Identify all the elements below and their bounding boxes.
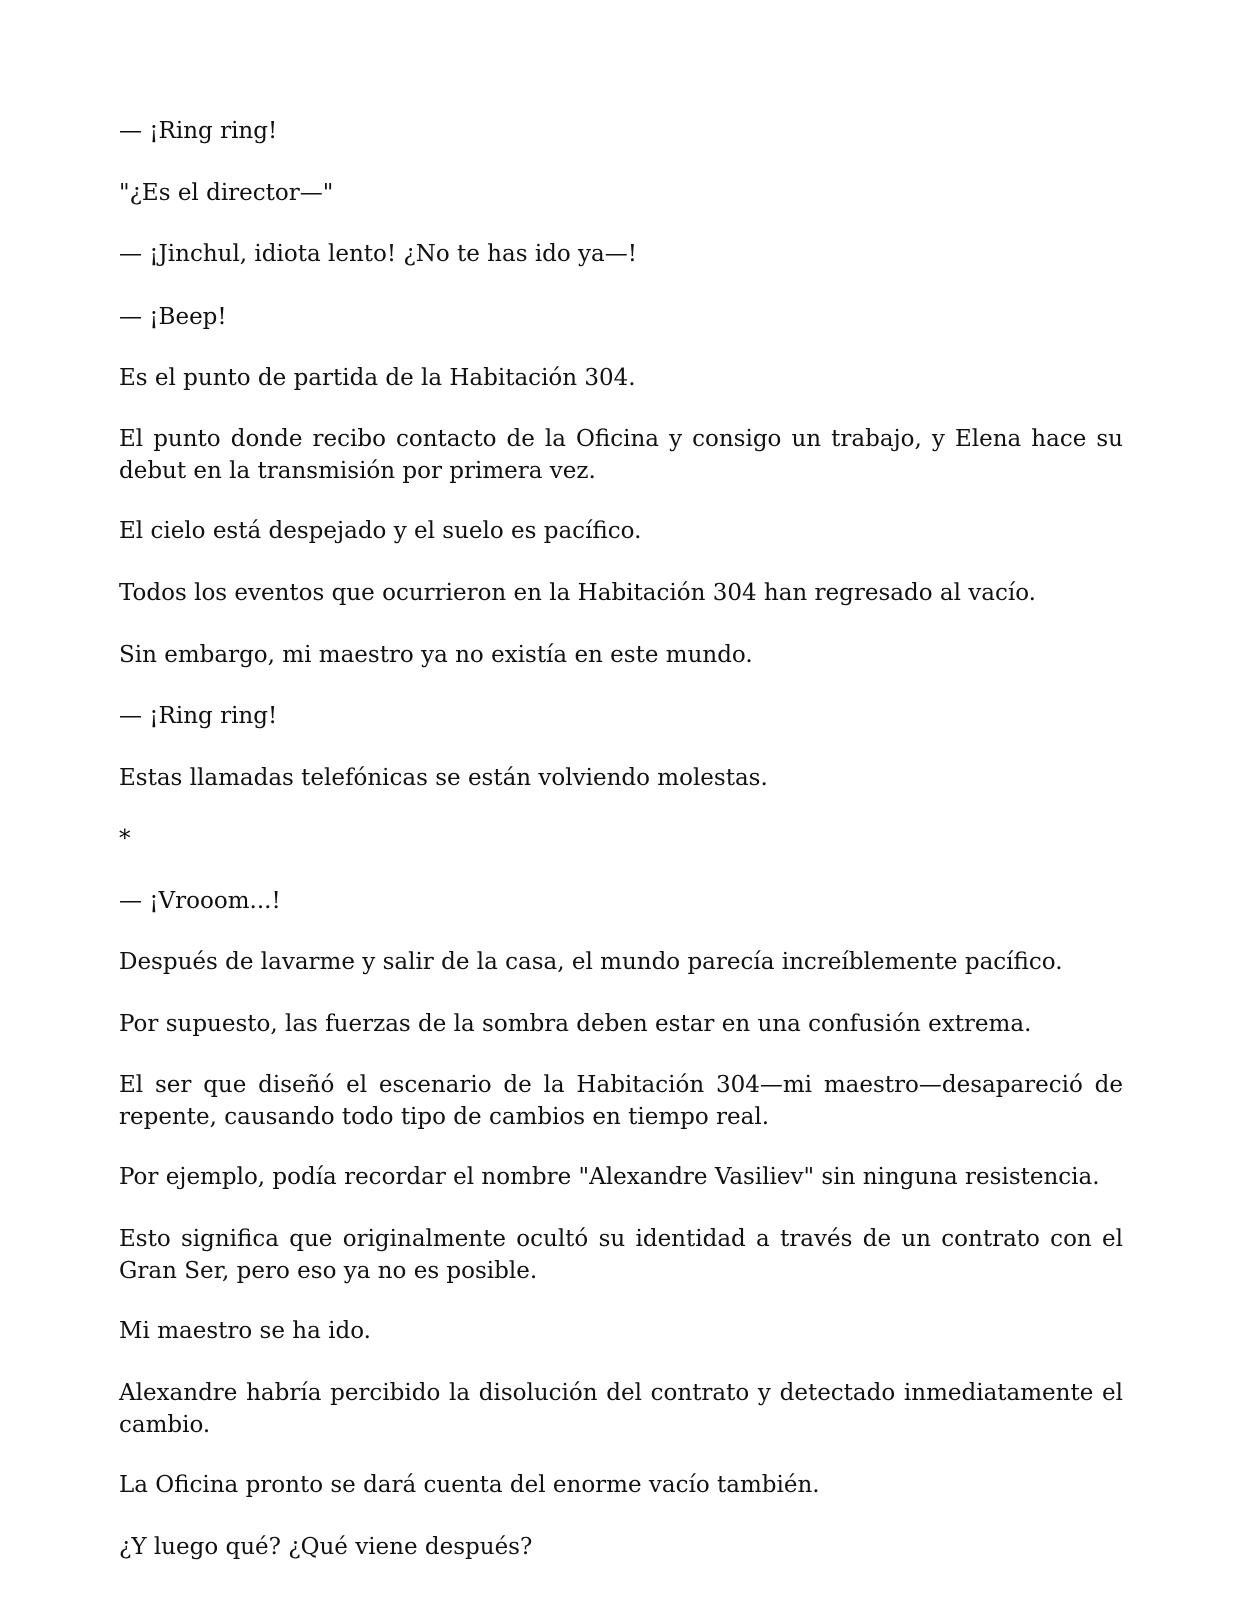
paragraph-master-gone: Sin embargo, mi maestro ya no existía en este mundo. <box>119 642 753 668</box>
paragraph-ring-1: — ¡Ring ring! <box>119 118 278 144</box>
paragraph-contract: Esto significa que originalmente ocultó su identidad a través de un contrato con el Gran Ser, pero eso ya no es posible. <box>119 1226 1123 1284</box>
paragraph-alexandre: Alexandre habría percibido la disolución del contrato y detectado inmediatamente el cambio. <box>119 1380 1123 1438</box>
paragraph-events: Todos los eventos que ocurrieron en la Habitación 304 han regresado al vacío. <box>119 580 1036 606</box>
paragraph-what-next: ¿Y luego qué? ¿Qué viene después? <box>119 1534 533 1560</box>
scene-break: * <box>119 826 131 852</box>
paragraph-office-contact: El punto donde recibo contacto de la Oficina y consigo un trabajo, y Elena hace su debut en la transmisión por primera vez. <box>119 426 1123 484</box>
paragraph-designer: El ser que diseñó el escenario de la Habitación 304—mi maestro—desapareció de repente, causando todo tipo de cambios en tiempo real. <box>119 1072 1123 1130</box>
paragraph-name-recall: Por ejemplo, podía recordar el nombre "Alexandre Vasiliev" sin ninguna resistencia. <box>119 1164 1100 1190</box>
paragraph-master-left: Mi maestro se ha ido. <box>119 1318 371 1344</box>
paragraph-calls: Estas llamadas telefónicas se están volviendo molestas. <box>119 765 768 791</box>
paragraph-jinchul: — ¡Jinchul, idiota lento! ¿No te has ido ya—! <box>119 241 638 267</box>
paragraph-shadow-forces: Por supuesto, las fuerzas de la sombra deben estar en una confusión extrema. <box>119 1011 1032 1037</box>
paragraph-ring-2: — ¡Ring ring! <box>119 703 278 729</box>
paragraph-beep: — ¡Beep! <box>119 304 227 330</box>
paragraph-sky: El cielo está despejado y el suelo es pacífico. <box>119 518 642 544</box>
paragraph-starting-point: Es el punto de partida de la Habitación 304. <box>119 365 636 391</box>
paragraph-director: "¿Es el director—" <box>119 180 334 206</box>
paragraph-office-void: La Oficina pronto se dará cuenta del enorme vacío también. <box>119 1472 820 1498</box>
paragraph-vrooom: — ¡Vrooom...! <box>119 888 281 914</box>
paragraph-after-washing: Después de lavarme y salir de la casa, el mundo parecía increíblemente pacífico. <box>119 949 1063 975</box>
